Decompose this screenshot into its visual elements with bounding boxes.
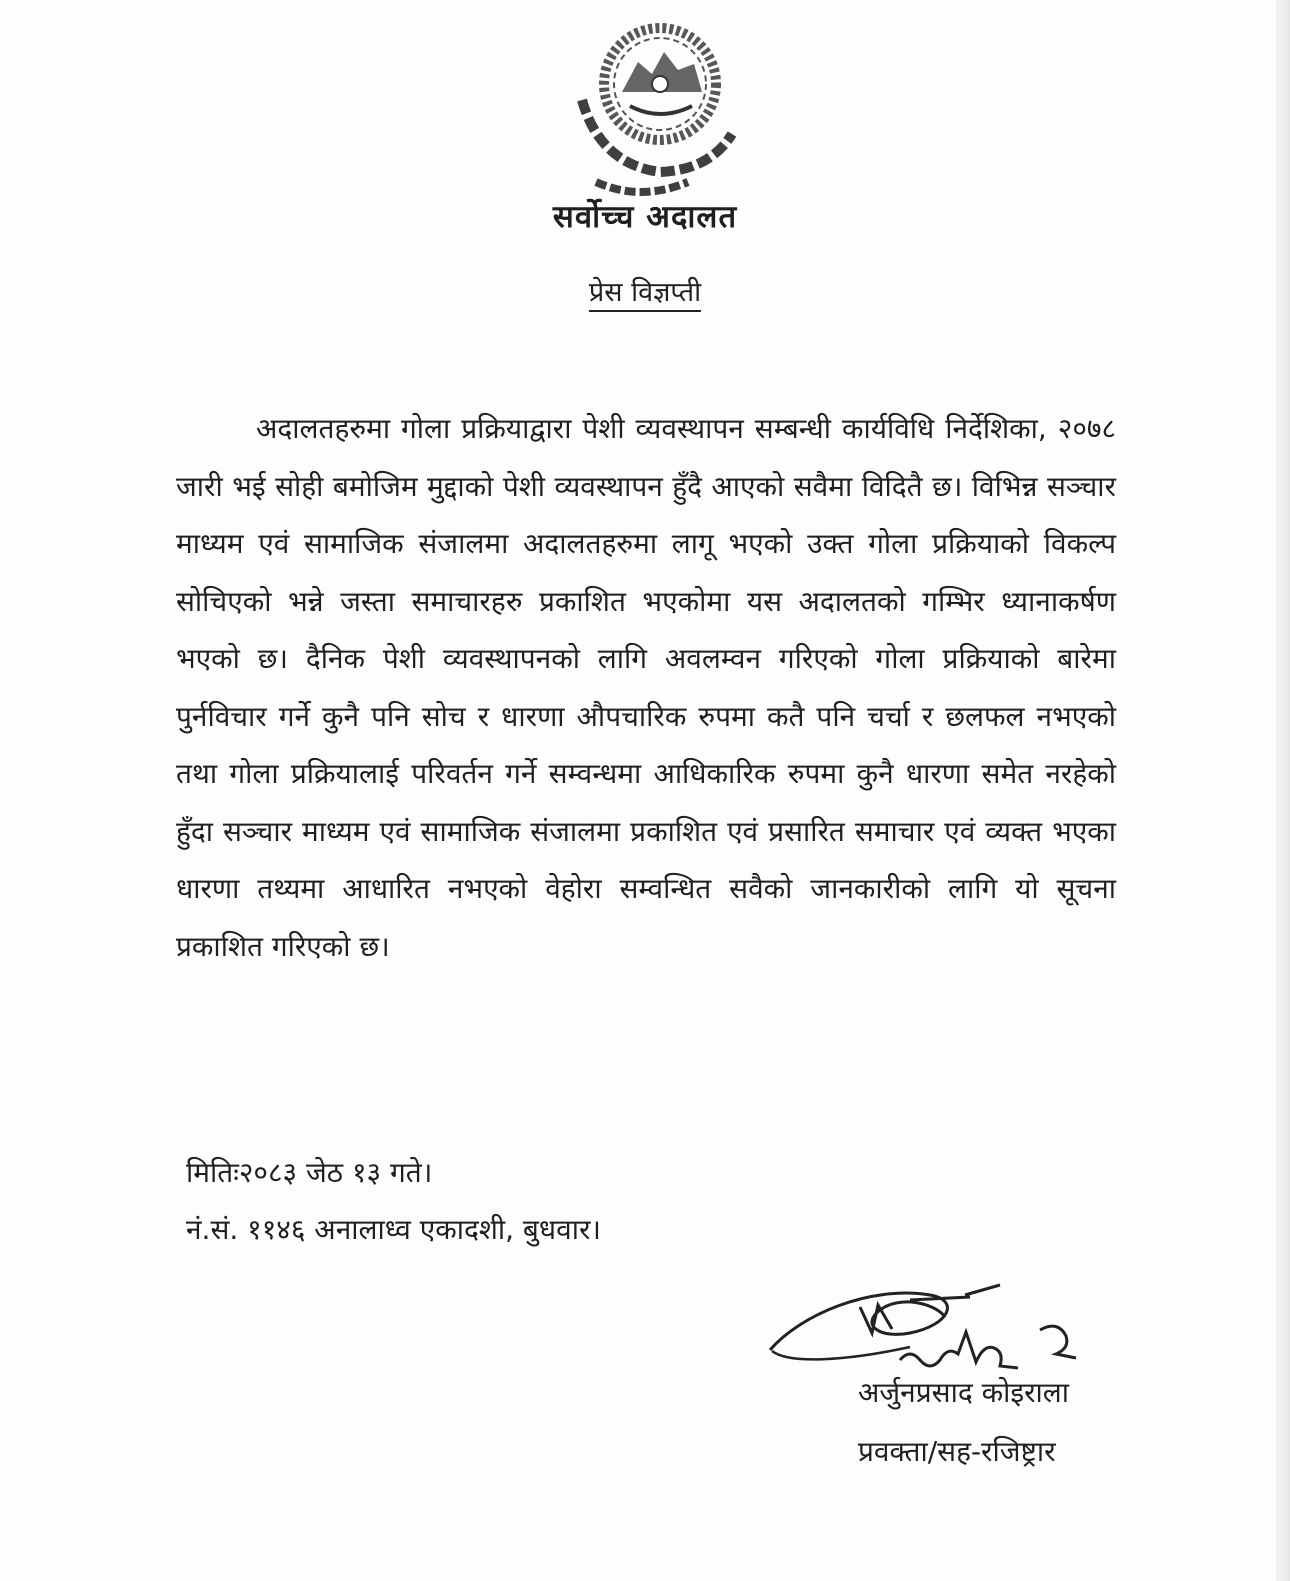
page-edge-shadow <box>1276 0 1290 1581</box>
body-paragraph: अदालतहरुमा गोला प्रक्रियाद्वारा पेशी व्यवस्थापन सम्बन्धी कार्यविधि निर्देशिका, २०७८ जारी भई सोही बमोजिम मुद्दाको पेशी व्यवस्थापन हुँदै आएको सवैमा विदितै छ। विभिन्न सञ्चार माध्यम एवं सामाजिक संजालमा अदालतहरुमा लागू भएको उक्त गोला प्रक्रियाको विकल्प सोचिएको भन्ने जस्ता समाचारहरु प्रकाशित भएकोमा यस अदालतको गम्भिर ध्यानाकर्षण भएको छ। दैनिक पेशी व्यवस्थापनको लागि अवलम्वन गरिएको गोला प्रक्रियाको बारेमा पुर्नविचार गर्ने कुनै पनि सोच र धारणा औपचारिक रुपमा कतै पनि चर्चा र छलफल नभएको तथा गोला प्रक्रियालाई परिवर्तन गर्ने सम्वन्धमा आधिकारिक रुपमा कुनै धारणा समेत नरहेको हुँदा सञ्चार माध्यम एवं सामाजिक संजालमा प्रकाशित एवं प्रसारित समाचार एवं व्यक्त भएका धारणा तथ्यमा आधारित नभएको वेहोरा सम्वन्धित सवैको जानकारीको लागि यो सूचना प्रकाशित गरिएको छ। <box>176 412 1116 963</box>
document-title <box>0 272 1290 309</box>
date-nepal-sambat: नं.सं. ११४६ अनालाध्व एकादशी, बुधवार। <box>186 1213 602 1246</box>
supreme-court-seal-icon <box>560 14 750 204</box>
press-release-body <box>176 400 1116 975</box>
handwritten-signature-icon <box>760 1255 1100 1385</box>
court-name-heading: सर्वोच्च अदालत <box>552 199 738 235</box>
signatory-name: अर्जुनप्रसाद कोइराला <box>858 1376 1070 1409</box>
document-title-text: प्रेस विज्ञप्ती <box>589 277 701 312</box>
date-bs: मितिः२०८३ जेठ १३ गते। <box>186 1156 433 1189</box>
signatory-title: प्रवक्ता/सह-रजिष्ट्रार <box>858 1435 1056 1468</box>
